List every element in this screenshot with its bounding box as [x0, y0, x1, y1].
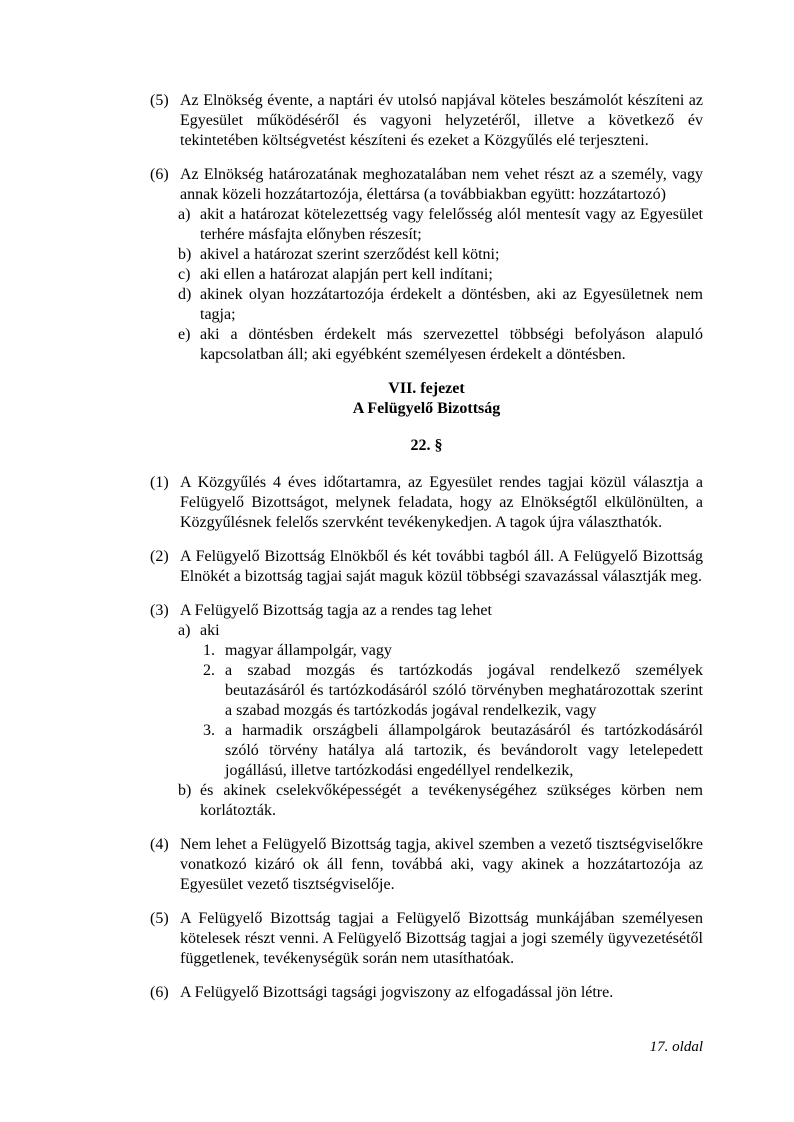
- clause-3: [150, 601, 703, 821]
- subsubclause-2: [203, 661, 703, 721]
- page-number-footer: 17. oldal: [649, 1039, 703, 1055]
- clause-marker: (5): [150, 92, 169, 109]
- clause-text: A Közgyűlés 4 éves időtartamra, az Egyesület rendes tagjai közül választja a Felügyelő Bizottságot, melynek feladata, hogy az Elnökségtől elkülönülten, a Közgyűlésnek felelős szervként tevékenykedjen. A tagok újra választhatók.: [180, 474, 703, 531]
- subclause-text: akinek olyan hozzátartozója érdekelt a döntésben, aki az Egyesületnek nem tagja;: [200, 286, 703, 323]
- clause-text: A Felügyelő Bizottság tagjai a Felügyelő Bizottság munkájában személyesen kötelesek részt venni. A Felügyelő Bizottság tagjai a jogi személy ügyvezetésétől függetlenek, tevékenységük során nem utasíthatóak.: [180, 910, 703, 967]
- subclause-text: és akinek cselekvőképességét a tevékenységéhez szükséges körben nem korlátozták.: [200, 782, 703, 819]
- clause-marker: (6): [150, 984, 169, 1001]
- subclause-marker: a): [178, 206, 191, 223]
- chapter-subtitle: A Felügyelő Bizottság: [352, 400, 501, 417]
- clause-2: [150, 547, 703, 587]
- subsubclause-text: a harmadik országbeli állampolgárok beutazásáról és tartózkodásáról szóló törvény hatálya alá tartozik, és bevándorolt vagy letelepedett jogállású, illetve tartózkodási engedéllyel rendelkezik,: [225, 722, 703, 779]
- subclause-e: [178, 325, 703, 365]
- subsubclause-3: [203, 721, 703, 781]
- subclause-text: aki a döntésben érdekelt más szervezettel többségi befolyáson alapuló kapcsolatban áll; aki egyébként személyesen érdekelt a döntésben.: [200, 326, 703, 363]
- subclause-text: akivel a határozat szerint szerződést kell kötni;: [200, 246, 500, 263]
- subclause-marker: c): [178, 266, 191, 283]
- clause-marker: (3): [150, 602, 169, 619]
- chapter-heading: [150, 379, 703, 419]
- clause-marker: (4): [150, 836, 169, 853]
- section-number: 22. §: [410, 437, 443, 454]
- clause-intro: A Felügyelő Bizottság tagja az a rendes tag lehet: [180, 602, 492, 619]
- clause-body: [180, 601, 703, 821]
- subsubclause-text: magyar állampolgár, vagy: [225, 642, 392, 659]
- clause-marker: (1): [150, 474, 169, 491]
- clause-marker: (2): [150, 548, 169, 565]
- subclause-a: [178, 621, 703, 781]
- subclause-marker: e): [178, 326, 191, 343]
- subsubclause-text: a szabad mozgás és tartózkodás jogával rendelkező személyek beutazásáról és tartózkodásáról szóló törvényben meghatározottak szerint a szabad mozgás és tartózkodás jogával rendelkezik, vagy: [225, 662, 703, 719]
- clause-6-top: [150, 165, 703, 365]
- clause-1: [150, 473, 703, 533]
- clause-marker: (6): [150, 166, 169, 183]
- document-body: [150, 91, 703, 1017]
- subclause-a: [178, 205, 703, 245]
- subclause-d: [178, 285, 703, 325]
- subclause-b: [178, 245, 703, 265]
- subsubclause-marker: 3.: [203, 722, 215, 739]
- clause-body: [180, 165, 703, 365]
- subclause-text: akit a határozat kötelezettség vagy felelősség alól mentesít vagy az Egyesület terhére másfajta előnyben részesít;: [200, 206, 703, 243]
- clause-5-bottom: [150, 909, 703, 969]
- subclause-c: [178, 265, 703, 285]
- subclause-marker: b): [178, 782, 192, 799]
- clause-5-top: [150, 91, 703, 151]
- clause-6-bottom: [150, 983, 703, 1003]
- chapter-title: VII. fejezet: [388, 380, 465, 397]
- clause-intro: Az Elnökség határozatának meghozatalában nem vehet részt az a személy, vagy annak közeli hozzátartozója, élettársa (a továbbiakban együtt: hozzátartozó): [180, 166, 703, 203]
- subsubclause-marker: 1.: [203, 642, 215, 659]
- subsubclause-1: [203, 641, 703, 661]
- clause-text: A Felügyelő Bizottsági tagsági jogviszony az elfogadással jön létre.: [180, 984, 614, 1001]
- subclause-marker: a): [178, 622, 191, 639]
- subclause-b: [178, 781, 703, 821]
- clause-text: A Felügyelő Bizottság Elnökből és két további tagból áll. A Felügyelő Bizottság Elnökét a bizottság tagjai saját maguk közül többségi szavazással választják meg.: [180, 548, 703, 585]
- subclause-marker: d): [178, 286, 192, 303]
- clause-text: Az Elnökség évente, a naptári év utolsó napjával köteles beszámolót készíteni az Egyesület működéséről és vagyoni helyzetéről, illetve a következő év tekintetében költségvetést készíteni és ezeket a Közgyűlés elé terjeszteni.: [180, 92, 703, 149]
- subsubclause-marker: 2.: [203, 662, 215, 679]
- subclause-text: aki: [200, 622, 220, 639]
- clause-text: Nem lehet a Felügyelő Bizottság tagja, akivel szemben a vezető tisztségviselőkre vonatkozó kizáró ok áll fenn, továbbá aki, vagy akinek a hozzátartozója az Egyesület vezető tisztségviselője.: [180, 836, 703, 893]
- subclause-text: aki ellen a határozat alapján pert kell indítani;: [200, 266, 493, 283]
- subclause-body: [200, 621, 703, 781]
- clause-4: [150, 835, 703, 895]
- subclause-marker: b): [178, 246, 192, 263]
- clause-marker: (5): [150, 910, 169, 927]
